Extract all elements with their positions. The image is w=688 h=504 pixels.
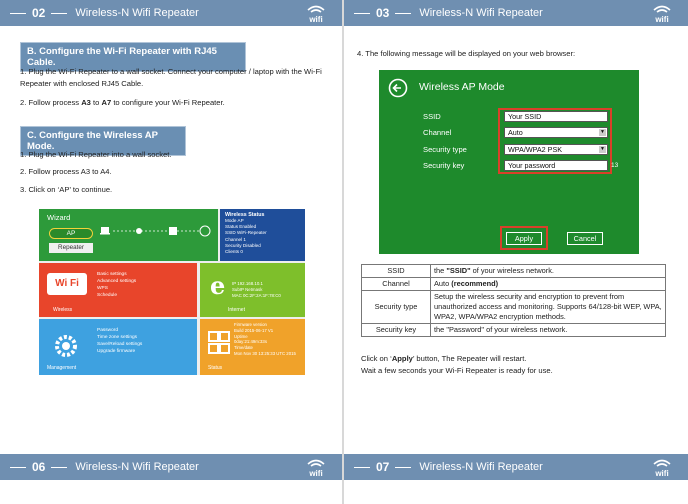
ap-button[interactable]: AP [49, 228, 93, 239]
menu-basic-settings[interactable]: Basic settings [97, 272, 127, 277]
apply-button[interactable]: Apply [506, 232, 542, 245]
c-step-2: 2. Follow process A3 to A4. [20, 167, 112, 176]
table-value: Setup the wireless security and encryption to prevent from unauthorized access and monitoring. Supports 64/128-bit WEP, WPA, WPA2, WPA/WPA2 encryption methods. [431, 291, 666, 324]
page-footer-title: Wireless-N Wifi Repeater [419, 461, 543, 473]
wireless-label: Wireless [53, 307, 73, 313]
footer-instruction-1: Click on ‘Apply’ button, The Repeater will restart. [361, 354, 527, 363]
network-diagram-icon [99, 223, 214, 251]
screen-title: Wireless AP Mode [419, 81, 505, 93]
management-label: Management [47, 365, 77, 371]
table-key: Security key [362, 324, 431, 337]
wifi-logo-text: wifi [309, 469, 323, 478]
table-key: SSID [362, 265, 431, 278]
menu-wps[interactable]: WPS [97, 286, 108, 291]
internet-explorer-icon: e [210, 271, 226, 300]
status-firmware-label: Firmware version [234, 322, 267, 327]
footer-instruction-2: Wait a few seconds your Wi-Fi Repeater is ready for use. [361, 366, 553, 375]
table-value: the "Password" of your wireless network. [431, 324, 666, 337]
table-value: Auto (recommend) [431, 278, 666, 291]
table-key: Channel [362, 278, 431, 291]
status-label: Status [208, 365, 223, 371]
internet-label: Internet [228, 307, 245, 313]
menu-upgrade-firmware[interactable]: Upgrade firmware [97, 349, 136, 354]
c-step-1: 1. Plug the Wi-Fi Repeater into a wall socket. [20, 150, 172, 159]
page-number: 07 [376, 460, 390, 474]
wifi-logo-icon [304, 2, 328, 24]
status-tile[interactable] [200, 319, 305, 375]
wireless-status-line-3: SSID WiFi-Repeater [225, 230, 267, 236]
wireless-status-line-4: Channel 1 [225, 236, 246, 242]
section-c-heading: C. Configure the Wireless AP Mode. [20, 126, 186, 156]
page-header-title: Wireless-N Wifi Repeater [75, 7, 199, 19]
page-header-03 [344, 0, 688, 26]
status-time-value: Mon Nov 30 13:25:33 UTC 2015 [234, 350, 296, 356]
page-footer-06 [0, 454, 342, 480]
gear-icon [51, 331, 81, 361]
security-key-input[interactable]: Your password [504, 160, 608, 171]
wireless-status-line-1: Mode AP [225, 218, 244, 223]
wireless-status-line-5: Security Disabled [225, 242, 261, 248]
key-length-count: 13 [611, 162, 619, 169]
channel-select[interactable]: Auto ▼ [504, 127, 608, 138]
wireless-tile[interactable] [39, 263, 197, 317]
page-footer-07 [344, 454, 688, 480]
wifi-badge-icon: Wi Fi [47, 273, 87, 295]
wireless-status-line-2: Status Enabled [225, 224, 257, 230]
menu-advanced-settings[interactable]: Advanced settings [97, 279, 137, 284]
c-step-3: 3. Click on ‘AP’ to continue. [20, 185, 113, 194]
wifi-logo-icon [304, 456, 328, 478]
chevron-down-icon: ▼ [600, 146, 605, 152]
status-time-label: Time/date [234, 345, 253, 351]
table-row [362, 265, 666, 278]
ssid-input[interactable]: Your SSID [504, 111, 608, 122]
ap-mode-screen [379, 70, 639, 254]
security-type-select[interactable]: WPA/WPA2 PSK ▼ [504, 144, 608, 155]
b-step-1: 1. Plug the Wi-Fi Repeater to a wall socket. Connect your computer / laptop with the Wi-Fi Repeater with enclosed RJ45 Cable. [20, 67, 322, 88]
chevron-down-icon: ▼ [600, 129, 605, 135]
table-row [362, 291, 666, 324]
status-firmware-value: Build 2015-06-17 V1 [234, 327, 274, 333]
settings-table [361, 264, 666, 337]
page-number: 03 [376, 6, 390, 20]
internet-ip: IP 192.168.10.1 [232, 281, 263, 286]
ssid-label: SSID [423, 112, 441, 121]
management-tile[interactable] [39, 319, 197, 375]
wizard-label: Wizard [47, 213, 71, 222]
wireless-status-title: Wireless Status [225, 212, 265, 218]
security-type-label: Security type [423, 145, 467, 154]
page-left [0, 0, 342, 504]
section-b-heading: B. Configure the Wi-Fi Repeater with RJ45 Cable. [20, 42, 246, 72]
page-number: 06 [32, 460, 46, 474]
status-icon [208, 331, 230, 355]
cancel-button[interactable]: Cancel [567, 232, 603, 245]
menu-time-zone[interactable]: Time zone settings [97, 335, 138, 340]
internet-tile[interactable] [200, 263, 305, 317]
menu-password[interactable]: Password [97, 328, 119, 333]
wireless-status-line-6: Clients 0 [225, 249, 243, 255]
internet-mac: MAC 0C:2F:2A:1F:78:C0 [232, 293, 281, 298]
wifi-logo-text: wifi [655, 469, 669, 478]
table-row [362, 278, 666, 291]
repeater-button[interactable]: Repeater [49, 243, 93, 253]
page-header-title: Wireless-N Wifi Repeater [419, 7, 543, 19]
back-arrow-icon[interactable] [388, 78, 408, 98]
b-step-2: 2. Follow process A3 to A7 to configure your Wi-Fi Repeater. [20, 98, 225, 107]
page-footer-title: Wireless-N Wifi Repeater [75, 461, 199, 473]
wireless-status-tile [220, 209, 305, 261]
status-uptime-value: 0day:21:49m:33s [234, 339, 267, 345]
dashboard-screenshot [39, 209, 305, 375]
menu-save-reload[interactable]: Save/Reload settings [97, 342, 143, 347]
page-number: 02 [32, 6, 46, 20]
wifi-logo-text: wifi [655, 15, 669, 24]
channel-label: Channel [423, 128, 452, 137]
table-row [362, 324, 666, 337]
table-value: the "SSID" of your wireless network. [431, 265, 666, 278]
menu-schedule[interactable]: Schedule [97, 293, 118, 298]
status-uptime-label: Uptime [234, 333, 248, 339]
page-header-02 [0, 0, 342, 26]
internet-subip: SubIP Netmask [232, 287, 263, 292]
wizard-tile [39, 209, 218, 261]
wifi-logo-icon [650, 2, 674, 24]
table-key: Security type [362, 291, 431, 324]
wifi-logo-text: wifi [309, 15, 323, 24]
security-key-label: Security key [423, 161, 465, 170]
wifi-logo-icon [650, 456, 674, 478]
step-4-text: 4. The following message will be displayed on your web browser: [357, 49, 576, 58]
